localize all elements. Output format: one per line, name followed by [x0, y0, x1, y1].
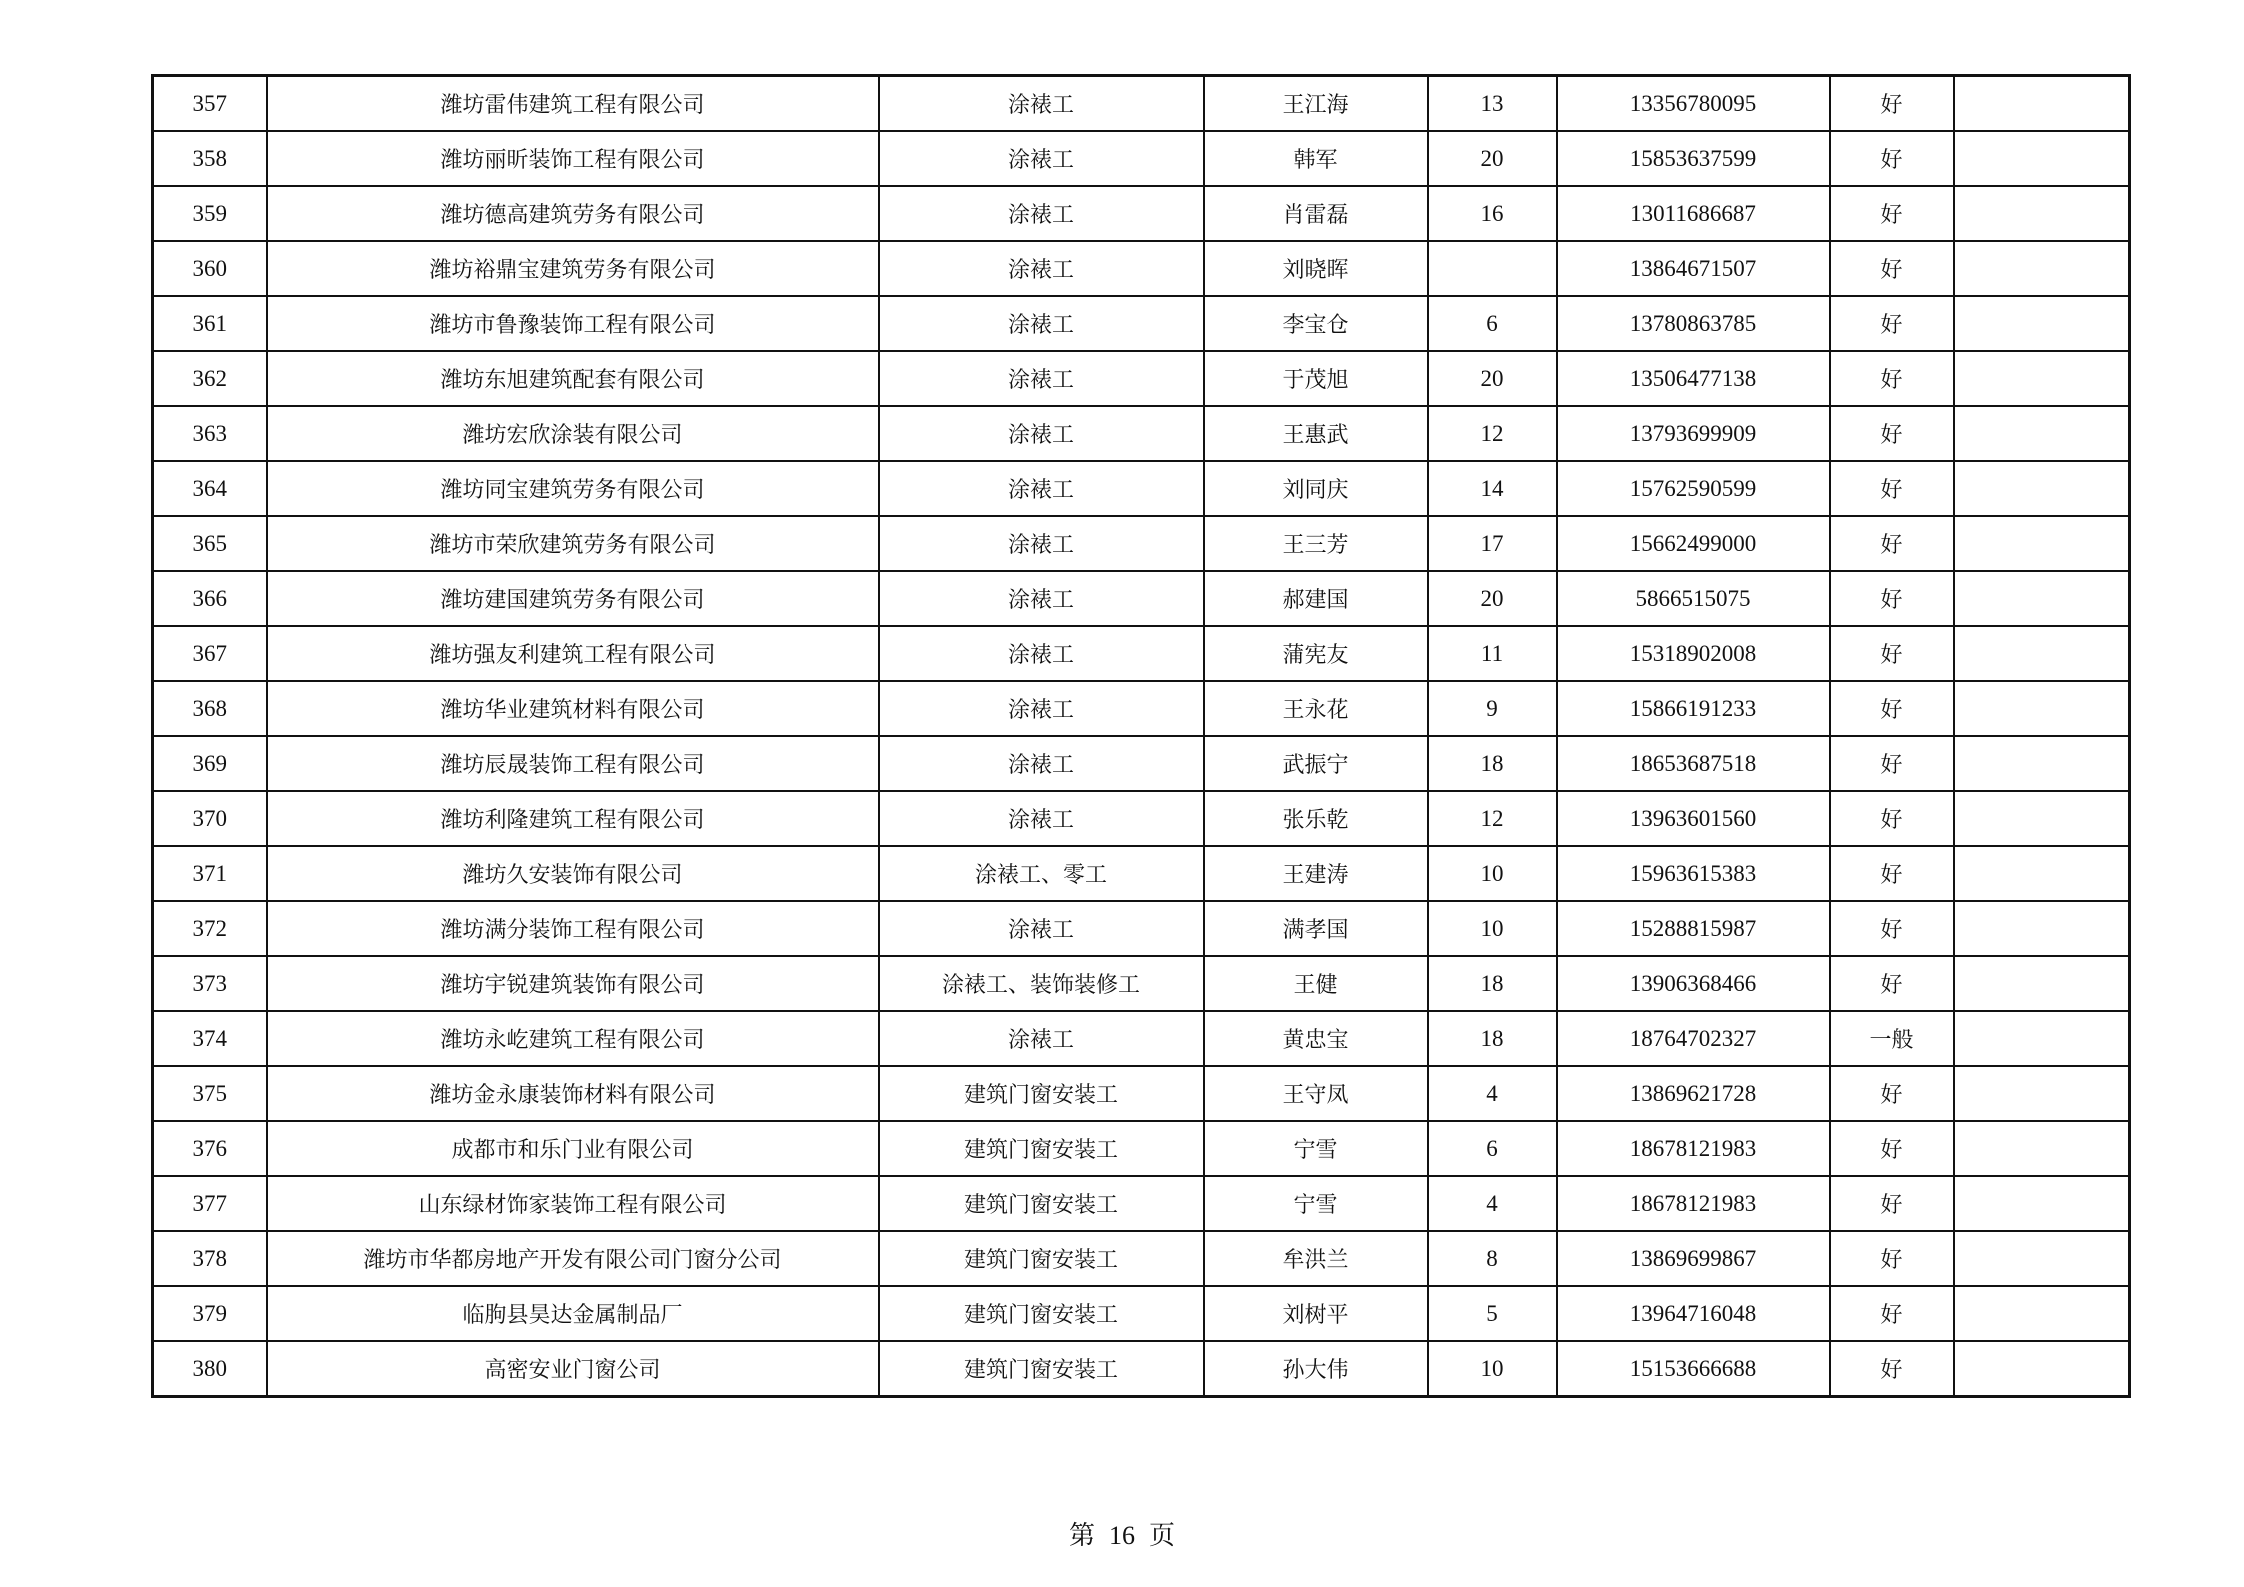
table-row	[153, 76, 2130, 132]
phone-cell: 13963601560	[1557, 791, 1830, 846]
contact-cell: 王江海	[1204, 76, 1428, 132]
count-cell: 9	[1428, 681, 1557, 736]
company-cell: 潍坊辰晟装饰工程有限公司	[267, 736, 879, 791]
row-index-cell: 361	[153, 296, 267, 351]
company-cell: 成都市和乐门业有限公司	[267, 1121, 879, 1176]
count-cell: 10	[1428, 1341, 1557, 1397]
rating-cell: 好	[1830, 131, 1954, 186]
phone-cell: 13964716048	[1557, 1286, 1830, 1341]
remark-cell	[1954, 1286, 2130, 1341]
rating-cell: 好	[1830, 1231, 1954, 1286]
contact-cell: 肖雷磊	[1204, 186, 1428, 241]
table-row	[153, 461, 2130, 516]
contact-cell: 王三芳	[1204, 516, 1428, 571]
count-cell: 10	[1428, 846, 1557, 901]
table-row	[153, 956, 2130, 1011]
row-index-cell: 368	[153, 681, 267, 736]
rating-cell: 好	[1830, 1286, 1954, 1341]
phone-cell: 18678121983	[1557, 1176, 1830, 1231]
row-index-cell: 364	[153, 461, 267, 516]
trade-cell: 涂裱工	[879, 406, 1204, 461]
trade-cell: 涂裱工	[879, 901, 1204, 956]
table-row	[153, 626, 2130, 681]
table-row	[153, 1176, 2130, 1231]
count-cell: 18	[1428, 736, 1557, 791]
trade-cell: 涂裱工	[879, 1011, 1204, 1066]
company-cell: 潍坊强友利建筑工程有限公司	[267, 626, 879, 681]
count-cell: 16	[1428, 186, 1557, 241]
count-cell: 14	[1428, 461, 1557, 516]
table-row	[153, 1011, 2130, 1066]
phone-cell: 13780863785	[1557, 296, 1830, 351]
page-prefix: 第	[1068, 1521, 1095, 1551]
roster-table	[151, 74, 2131, 1398]
row-index-cell: 366	[153, 571, 267, 626]
rating-cell: 好	[1830, 736, 1954, 791]
table-row	[153, 791, 2130, 846]
trade-cell: 涂裱工	[879, 296, 1204, 351]
count-cell: 10	[1428, 901, 1557, 956]
rating-cell: 好	[1830, 571, 1954, 626]
contact-cell: 孙大伟	[1204, 1341, 1428, 1397]
phone-cell: 15963615383	[1557, 846, 1830, 901]
row-index-cell: 369	[153, 736, 267, 791]
row-index-cell: 370	[153, 791, 267, 846]
remark-cell	[1954, 901, 2130, 956]
trade-cell: 涂裱工	[879, 626, 1204, 681]
count-cell: 20	[1428, 351, 1557, 406]
company-cell: 潍坊永屹建筑工程有限公司	[267, 1011, 879, 1066]
row-index-cell: 360	[153, 241, 267, 296]
company-cell: 潍坊宏欣涂装有限公司	[267, 406, 879, 461]
table-row	[153, 516, 2130, 571]
trade-cell: 建筑门窗安装工	[879, 1231, 1204, 1286]
trade-cell: 涂裱工	[879, 131, 1204, 186]
remark-cell	[1954, 241, 2130, 296]
trade-cell: 涂裱工	[879, 241, 1204, 296]
company-cell: 潍坊同宝建筑劳务有限公司	[267, 461, 879, 516]
remark-cell	[1954, 571, 2130, 626]
table-row	[153, 571, 2130, 626]
company-cell: 潍坊宇锐建筑装饰有限公司	[267, 956, 879, 1011]
table-row	[153, 351, 2130, 406]
phone-cell: 18653687518	[1557, 736, 1830, 791]
company-cell: 潍坊市鲁豫装饰工程有限公司	[267, 296, 879, 351]
phone-cell: 15153666688	[1557, 1341, 1830, 1397]
remark-cell	[1954, 296, 2130, 351]
contact-cell: 张乐乾	[1204, 791, 1428, 846]
rating-cell: 好	[1830, 901, 1954, 956]
rating-cell: 好	[1830, 956, 1954, 1011]
count-cell: 20	[1428, 131, 1557, 186]
rating-cell: 好	[1830, 1121, 1954, 1176]
count-cell: 20	[1428, 571, 1557, 626]
trade-cell: 涂裱工	[879, 461, 1204, 516]
page-footer	[0, 1515, 2244, 1552]
company-cell: 潍坊德高建筑劳务有限公司	[267, 186, 879, 241]
table-row	[153, 186, 2130, 241]
row-index-cell: 357	[153, 76, 267, 132]
trade-cell: 涂裱工	[879, 791, 1204, 846]
phone-cell: 13906368466	[1557, 956, 1830, 1011]
phone-cell: 15318902008	[1557, 626, 1830, 681]
contact-cell: 王健	[1204, 956, 1428, 1011]
remark-cell	[1954, 351, 2130, 406]
trade-cell: 涂裱工	[879, 76, 1204, 132]
phone-cell: 18678121983	[1557, 1121, 1830, 1176]
rating-cell: 好	[1830, 296, 1954, 351]
contact-cell: 王守凤	[1204, 1066, 1428, 1121]
company-cell: 潍坊东旭建筑配套有限公司	[267, 351, 879, 406]
row-index-cell: 367	[153, 626, 267, 681]
phone-cell: 15762590599	[1557, 461, 1830, 516]
remark-cell	[1954, 1341, 2130, 1397]
count-cell: 18	[1428, 1011, 1557, 1066]
company-cell: 山东绿材饰家装饰工程有限公司	[267, 1176, 879, 1231]
contact-cell: 宁雪	[1204, 1121, 1428, 1176]
table-row	[153, 846, 2130, 901]
count-cell: 12	[1428, 406, 1557, 461]
company-cell: 潍坊金永康装饰材料有限公司	[267, 1066, 879, 1121]
remark-cell	[1954, 1066, 2130, 1121]
contact-cell: 蒲宪友	[1204, 626, 1428, 681]
remark-cell	[1954, 736, 2130, 791]
contact-cell: 王永花	[1204, 681, 1428, 736]
remark-cell	[1954, 406, 2130, 461]
phone-cell: 13793699909	[1557, 406, 1830, 461]
contact-cell: 满孝国	[1204, 901, 1428, 956]
trade-cell: 建筑门窗安装工	[879, 1121, 1204, 1176]
remark-cell	[1954, 516, 2130, 571]
contact-cell: 刘同庆	[1204, 461, 1428, 516]
remark-cell	[1954, 1231, 2130, 1286]
row-index-cell: 358	[153, 131, 267, 186]
row-index-cell: 372	[153, 901, 267, 956]
row-index-cell: 362	[153, 351, 267, 406]
row-index-cell: 375	[153, 1066, 267, 1121]
rating-cell: 好	[1830, 1066, 1954, 1121]
company-cell: 潍坊建国建筑劳务有限公司	[267, 571, 879, 626]
trade-cell: 涂裱工	[879, 681, 1204, 736]
trade-cell: 涂裱工、装饰装修工	[879, 956, 1204, 1011]
remark-cell	[1954, 1011, 2130, 1066]
table-row	[153, 1121, 2130, 1176]
count-cell: 12	[1428, 791, 1557, 846]
phone-cell: 15288815987	[1557, 901, 1830, 956]
trade-cell: 建筑门窗安装工	[879, 1341, 1204, 1397]
rating-cell: 好	[1830, 351, 1954, 406]
phone-cell: 13506477138	[1557, 351, 1830, 406]
remark-cell	[1954, 1176, 2130, 1231]
company-cell: 潍坊满分装饰工程有限公司	[267, 901, 879, 956]
table-row	[153, 901, 2130, 956]
remark-cell	[1954, 461, 2130, 516]
contact-cell: 郝建国	[1204, 571, 1428, 626]
company-cell: 潍坊利隆建筑工程有限公司	[267, 791, 879, 846]
contact-cell: 韩军	[1204, 131, 1428, 186]
page-suffix: 页	[1149, 1521, 1176, 1551]
count-cell: 4	[1428, 1176, 1557, 1231]
contact-cell: 刘树平	[1204, 1286, 1428, 1341]
rating-cell: 好	[1830, 516, 1954, 571]
rating-cell: 好	[1830, 76, 1954, 132]
phone-cell: 18764702327	[1557, 1011, 1830, 1066]
count-cell: 6	[1428, 1121, 1557, 1176]
count-cell: 8	[1428, 1231, 1557, 1286]
phone-cell: 13869699867	[1557, 1231, 1830, 1286]
table-row	[153, 406, 2130, 461]
trade-cell: 涂裱工	[879, 516, 1204, 571]
trade-cell: 涂裱工	[879, 186, 1204, 241]
row-index-cell: 374	[153, 1011, 267, 1066]
table-row	[153, 1341, 2130, 1397]
company-cell: 潍坊丽昕装饰工程有限公司	[267, 131, 879, 186]
remark-cell	[1954, 131, 2130, 186]
row-index-cell: 379	[153, 1286, 267, 1341]
table-body	[153, 76, 2130, 1397]
company-cell: 高密安业门窗公司	[267, 1341, 879, 1397]
row-index-cell: 378	[153, 1231, 267, 1286]
count-cell: 18	[1428, 956, 1557, 1011]
company-cell: 潍坊华业建筑材料有限公司	[267, 681, 879, 736]
contact-cell: 王惠武	[1204, 406, 1428, 461]
row-index-cell: 380	[153, 1341, 267, 1397]
trade-cell: 建筑门窗安装工	[879, 1286, 1204, 1341]
company-cell: 潍坊市荣欣建筑劳务有限公司	[267, 516, 879, 571]
phone-cell: 15662499000	[1557, 516, 1830, 571]
rating-cell: 好	[1830, 791, 1954, 846]
phone-cell: 15866191233	[1557, 681, 1830, 736]
remark-cell	[1954, 791, 2130, 846]
rating-cell: 好	[1830, 461, 1954, 516]
page-number: 16	[1109, 1521, 1135, 1550]
rating-cell: 好	[1830, 186, 1954, 241]
trade-cell: 涂裱工、零工	[879, 846, 1204, 901]
table-row	[153, 1066, 2130, 1121]
rating-cell: 好	[1830, 406, 1954, 461]
row-index-cell: 363	[153, 406, 267, 461]
row-index-cell: 371	[153, 846, 267, 901]
table-row	[153, 681, 2130, 736]
count-cell: 13	[1428, 76, 1557, 132]
phone-cell: 5866515075	[1557, 571, 1830, 626]
trade-cell: 建筑门窗安装工	[879, 1176, 1204, 1231]
remark-cell	[1954, 1121, 2130, 1176]
phone-cell: 13011686687	[1557, 186, 1830, 241]
rating-cell: 好	[1830, 1341, 1954, 1397]
count-cell: 5	[1428, 1286, 1557, 1341]
phone-cell: 13356780095	[1557, 76, 1830, 132]
remark-cell	[1954, 956, 2130, 1011]
table-row	[153, 296, 2130, 351]
company-cell: 潍坊市华都房地产开发有限公司门窗分公司	[267, 1231, 879, 1286]
rating-cell: 好	[1830, 846, 1954, 901]
count-cell: 11	[1428, 626, 1557, 681]
remark-cell	[1954, 846, 2130, 901]
contact-cell: 牟洪兰	[1204, 1231, 1428, 1286]
company-cell: 临朐县昊达金属制品厂	[267, 1286, 879, 1341]
row-index-cell: 359	[153, 186, 267, 241]
company-cell: 潍坊久安装饰有限公司	[267, 846, 879, 901]
phone-cell: 15853637599	[1557, 131, 1830, 186]
rating-cell: 好	[1830, 681, 1954, 736]
row-index-cell: 376	[153, 1121, 267, 1176]
contact-cell: 武振宁	[1204, 736, 1428, 791]
company-cell: 潍坊雷伟建筑工程有限公司	[267, 76, 879, 132]
company-cell: 潍坊裕鼎宝建筑劳务有限公司	[267, 241, 879, 296]
remark-cell	[1954, 186, 2130, 241]
table-row	[153, 1231, 2130, 1286]
count-cell	[1428, 241, 1557, 296]
table-row	[153, 241, 2130, 296]
contact-cell: 刘晓晖	[1204, 241, 1428, 296]
trade-cell: 涂裱工	[879, 736, 1204, 791]
count-cell: 6	[1428, 296, 1557, 351]
rating-cell: 一般	[1830, 1011, 1954, 1066]
contact-cell: 黄忠宝	[1204, 1011, 1428, 1066]
remark-cell	[1954, 76, 2130, 132]
remark-cell	[1954, 681, 2130, 736]
count-cell: 4	[1428, 1066, 1557, 1121]
row-index-cell: 365	[153, 516, 267, 571]
contact-cell: 李宝仓	[1204, 296, 1428, 351]
table-row	[153, 1286, 2130, 1341]
contact-cell: 宁雪	[1204, 1176, 1428, 1231]
phone-cell: 13869621728	[1557, 1066, 1830, 1121]
table-row	[153, 131, 2130, 186]
contact-cell: 王建涛	[1204, 846, 1428, 901]
contact-cell: 于茂旭	[1204, 351, 1428, 406]
trade-cell: 涂裱工	[879, 351, 1204, 406]
table-row	[153, 736, 2130, 791]
count-cell: 17	[1428, 516, 1557, 571]
row-index-cell: 377	[153, 1176, 267, 1231]
rating-cell: 好	[1830, 241, 1954, 296]
trade-cell: 涂裱工	[879, 571, 1204, 626]
row-index-cell: 373	[153, 956, 267, 1011]
trade-cell: 建筑门窗安装工	[879, 1066, 1204, 1121]
phone-cell: 13864671507	[1557, 241, 1830, 296]
rating-cell: 好	[1830, 1176, 1954, 1231]
rating-cell: 好	[1830, 626, 1954, 681]
remark-cell	[1954, 626, 2130, 681]
